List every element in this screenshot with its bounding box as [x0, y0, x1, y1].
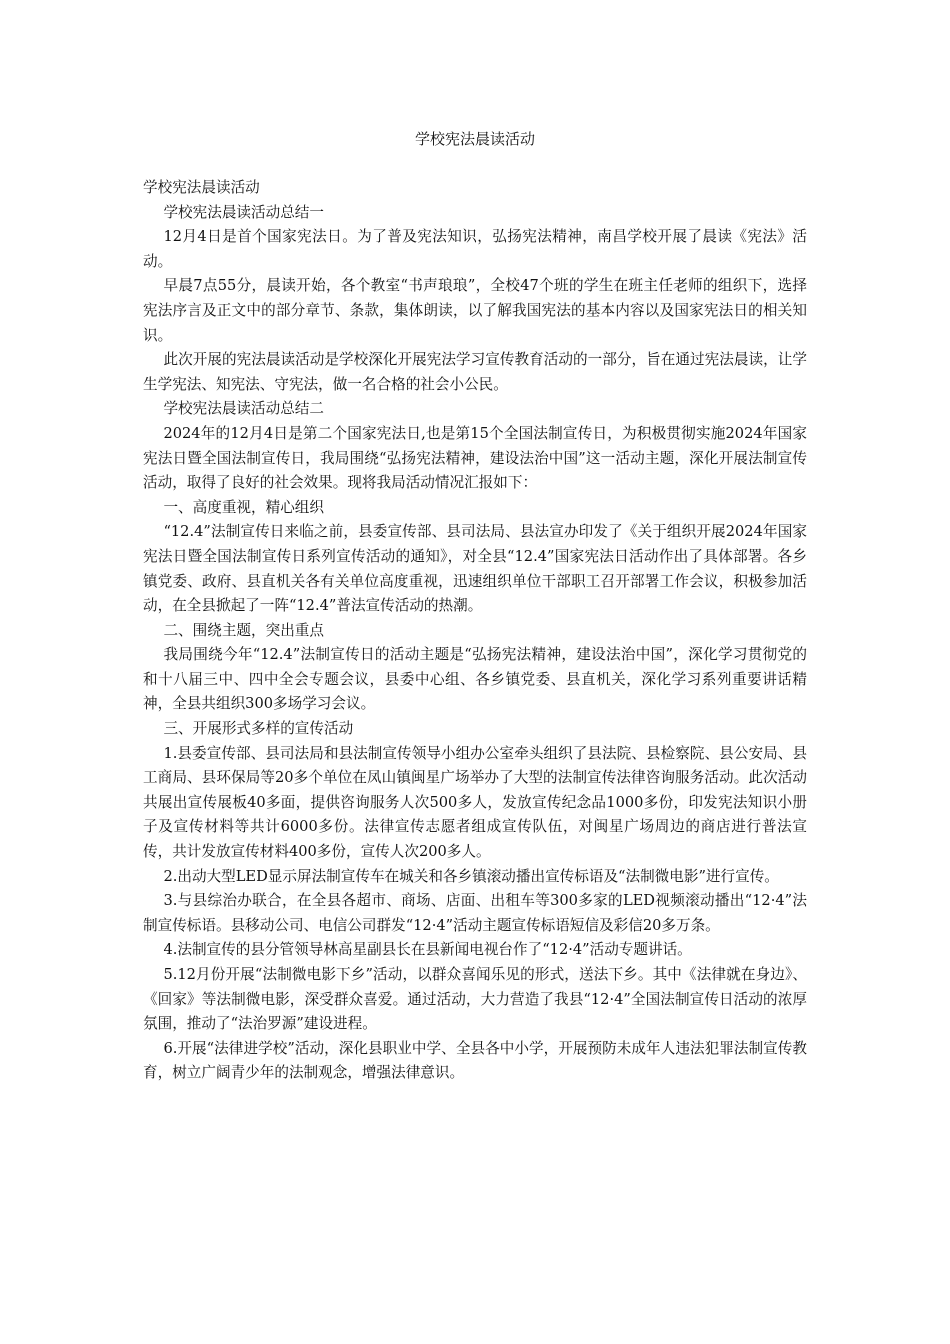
- subheading-three: 三、开展形式多样的宣传活动: [163, 720, 354, 738]
- paragraph: 2024年的12月4日是第二个国家宪法日,也是第15个全国法制宣传日，为积极贯彻实施2024年国家宪法日暨全国法制宣传日，我局围绕“弘扬宪法精神，建设法治中国”这一活动主题，深化开展法制宣传活动，取得了良好的社会效果。现将我局活动情况汇报如下：: [143, 424, 807, 492]
- paragraph: 我局围绕今年“12.4”法制宣传日的活动主题是“弘扬宪法精神，建设法治中国”，深化学习贯彻党的和十八届三中、四中全会专题会议，县委中心组、各乡镇党委、县直机关，深化学习系列重要讲话精神，全县共组织300多场学习会议。: [143, 646, 807, 713]
- list-item: 4.法制宣传的县分管领导林高星副县长在县新闻电视台作了“12·4”活动专题讲话。: [163, 941, 692, 959]
- subheading-two: 二、围绕主题，突出重点: [163, 621, 324, 639]
- paragraph: 早晨7点55分，晨读开始，各个教室“书声琅琅”，全校47个班的学生在班主任老师的组织下，选择宪法序言及正文中的部分章节、条款，集体朗读，以了解我国宪法的基本内容以及国家宪法日的相关知识。: [143, 277, 807, 344]
- document-body: [143, 176, 807, 1086]
- paragraph: 12月4日是首个国家宪法日。为了普及宪法知识，弘扬宪法精神，南昌学校开展了晨读《宪法》活动。: [143, 228, 807, 270]
- list-item: 1.县委宣传部、县司法局和县法制宣传领导小组办公室牵头组织了县法院、县检察院、县公安局、县工商局、县环保局等20多个单位在凤山镇闽星广场举办了大型的法制宣传法律咨询服务活动。此次活动共展出宣传展板40多面，提供咨询服务人次500多人，发放宣传纪念品1000多份，印发宪法知识小册子及宣传材料等共计6000多份。法律宣传志愿者组成宣传队伍，对闽星广场周边的商店进行普法宣传，共计发放宣传材料400多份，宣传人次200多人。: [143, 744, 807, 861]
- paragraph: 此次开展的宪法晨读活动是学校深化开展宪法学习宣传教育活动的一部分，旨在通过宪法晨读，让学生学宪法、知宪法、守宪法，做一名合格的社会小公民。: [143, 351, 807, 393]
- section-heading-summary-two: 学校宪法晨读活动总结二: [163, 400, 324, 418]
- paragraph: “12.4”法制宣传日来临之前，县委宣传部、县司法局、县法宣办印发了《关于组织开展2024年国家宪法日暨全国法制宣传日系列宣传活动的通知》，对全县“12.4”国家宪法日活动作出了具体部署。各乡镇党委、政府、县直机关各有关单位高度重视，迅速组织单位干部职工召开部署工作会议，积极参加活动，在全县掀起了一阵“12.4”普法宣传活动的热潮。: [143, 523, 807, 615]
- section-heading-summary-one: 学校宪法晨读活动总结一: [163, 203, 324, 221]
- body-heading: 学校宪法晨读活动: [143, 179, 260, 196]
- list-item: 6.开展“法律进学校”活动，深化县职业中学、全县各中小学，开展预防未成年人违法犯罪法制宣传教育，树立广阔青少年的法制观念，增强法律意识。: [143, 1039, 807, 1082]
- list-item: 2.出动大型LED显示屏法制宣传车在城关和各乡镇滚动播出宣传标语及“法制微电影”进行宣传。: [163, 867, 779, 885]
- list-item: 3.与县综治办联合，在全县各超市、商场、店面、出租车等300多家的LED视频滚动播出“12·4”法制宣传标语。县移动公司、电信公司群发“12·4”活动主题宣传标语短信及彩信20多万条。: [143, 892, 807, 934]
- subheading-one: 一、高度重视，精心组织: [163, 498, 324, 516]
- document-title: 学校宪法晨读活动: [414, 130, 535, 148]
- list-item: 5.12月份开展“法制微电影下乡”活动，以群众喜闻乐见的形式，送法下乡。其中《法律就在身边》、《回家》等法制微电影，深受群众喜爱。通过活动，大力营造了我县“12·4”全国法制宣传日活动的浓厚氛围，推动了“法治罗源”建设进程。: [143, 966, 807, 1033]
